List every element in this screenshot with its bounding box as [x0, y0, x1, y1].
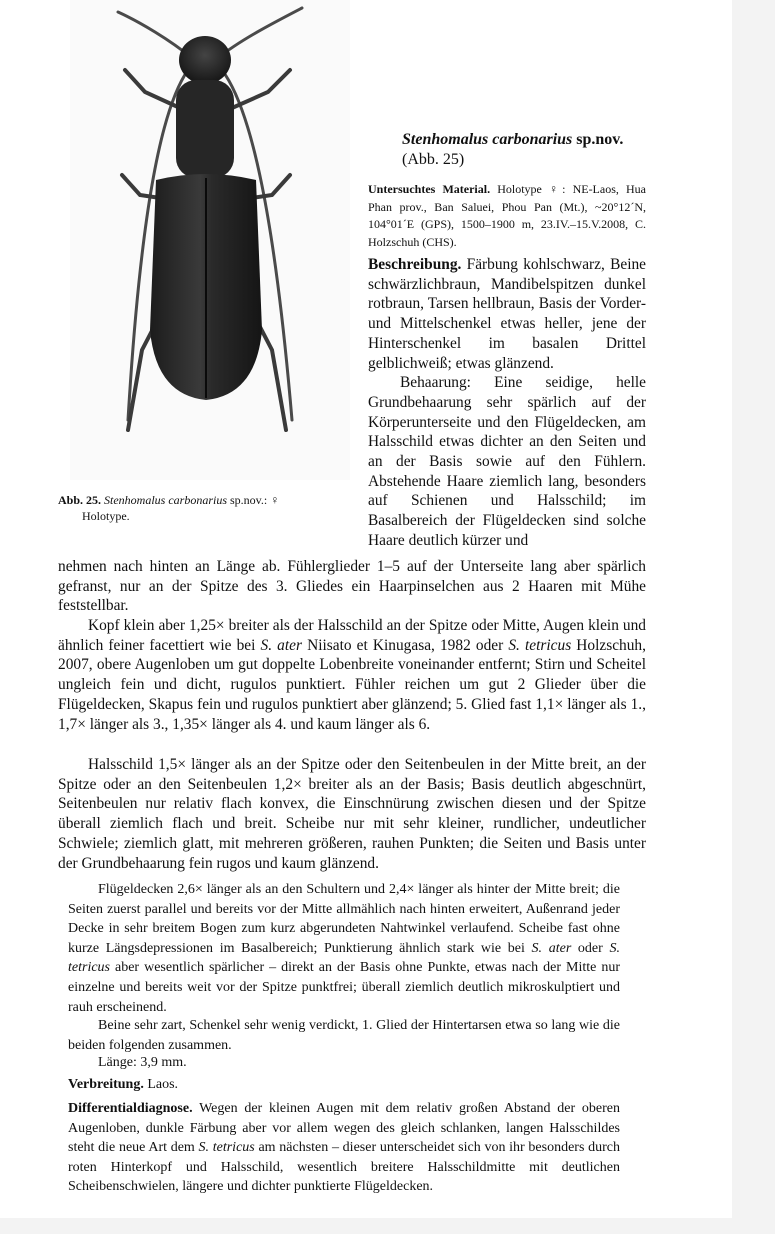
- kopf-text-a: Kopf klein aber 1,25× breiter als der Halsschild an der Spitze oder Mitte, Augen klein und ähnlich feiner facettiert wie bei: [58, 617, 646, 654]
- behaarung-continuation: nehmen nach hinten an Länge ab. Fühlerglieder 1–5 auf der Unterseite lang aber spärlich gefranst, nur an der Spitze des 3. Gliedes ein Haarpinselchen aus 2 Haaren mit Mühe feststellbar.: [58, 558, 646, 615]
- differential-label: Differentialdiagnose.: [68, 1101, 193, 1116]
- beschreibung-text: Färbung kohlschwarz, Beine schwärzlichbraun, Mandibelspitzen dunkel rotbraun, Tarsen hellbraun, Basis der Vorder- und Mittelschenkel etwas heller, jene der Hinterschenkel im basalen Drittel gelblichweiß; etwas glänzend.: [368, 256, 646, 372]
- fluegeldecken-text-c: aber wesentlich spärlicher – direkt an der Basis ohne Punkte, etwas nach der Mitte nur einzelne und bereits weit vor der Spitze punktfrei; überall ziemlich deutlich mikroskulptiert und rauh erscheinend.: [68, 960, 620, 1015]
- beetle-pronotum: [176, 80, 234, 178]
- fluegeldecken-paragraph: [68, 880, 620, 1017]
- kopf-paragraph: [58, 616, 646, 734]
- fluegeldecken-tetricus: S. tetricus: [68, 940, 620, 976]
- scan-margin-right: [732, 0, 775, 1234]
- fluegeldecken-text-b: oder: [571, 940, 610, 956]
- kopf-ater: S. ater: [260, 636, 302, 654]
- differentialdiagnose-paragraph: [68, 1099, 620, 1197]
- material-text: Holotype ♀: NE-Laos, Hua Phan prov., Ban Saluei, Phou Pan (Mt.), ~20°12´N, 104°01´E (GPS), 1500–1900 m, 23.IV.–15.V.2008, C. Holzschuh (CHS).: [368, 182, 646, 249]
- beine-paragraph: Beine sehr zart, Schenkel sehr wenig verdickt, 1. Glied der Hintertarsen etwa so lang wie die beiden folgenden zusammen.: [68, 1018, 620, 1053]
- material-paragraph: [368, 181, 646, 251]
- behaarung-paragraph: Behaarung: Eine seidige, helle Grundbehaarung sehr spärlich auf der Körperunterseite und den Flügeldecken, am Halsschild etwas dichter an den Seiten und an der Basis sowie auf den Fühlern. Abstehende Haare ziemlich lang, besonders auf Schienen und Halsschild; im Basalbereich der Flügeldecken sind solche Haare deutlich kürzer und: [368, 374, 646, 549]
- beetle-illustration: [70, 0, 350, 480]
- verbreitung-text: Laos.: [143, 1077, 179, 1092]
- kopf-text-b: Niisato et Kinugasa, 1982 oder: [301, 636, 509, 654]
- caption-species: Stenhomalus carbonarius: [104, 493, 228, 507]
- figure-caption: [58, 492, 358, 524]
- beetle-photograph: [70, 0, 350, 480]
- differential-tetricus: S. tetricus: [198, 1140, 255, 1156]
- species-heading: [402, 130, 623, 170]
- caption-rest: sp.nov.: ♀: [227, 493, 280, 507]
- figure-reference: (Abb. 25): [402, 151, 465, 168]
- differential-text-a: Wegen der kleinen Augen mit dem relativ großen Abstand der oberen Augenloben, dunkle Färbung aber vor allem wegen des gleich schlanken, langen Halsschildes steht die neue Art dem: [68, 1101, 620, 1156]
- differential-text-b: am nächsten – dieser unterscheidet sich von ihr besonders durch roten Hinterkopf und Halsschild, wesentlich breitere Halsschildmitte mit deutlichen Scheibenschwielen, längere und dichter punktierte Flügeldecken.: [68, 1140, 620, 1195]
- fluegeldecken-text-a: Flügeldecken 2,6× länger als an den Schultern und 2,4× länger als hinter der Mitte breit; die Seiten zuerst parallel und bereits vor der Mitte allmählich nach hinten erweitert, Außenrand jeder Decke in sehr breitem Bogen zum kurz abgerundeten Nahtwinkel verlaufend. Scheibe fast ohne kurze Längsdepressionen im Basalbereich; Punktierung ähnlich stark wie bei: [68, 882, 620, 956]
- species-name: Stenhomalus carbonarius: [402, 131, 573, 148]
- verbreitung-paragraph: [68, 1075, 620, 1095]
- verbreitung-label: Verbreitung.: [68, 1077, 144, 1092]
- caption-line2: Holotype.: [82, 509, 130, 523]
- laenge-paragraph: Länge: 3,9 mm.: [98, 1055, 187, 1070]
- halsschild-paragraph: Halsschild 1,5× länger als an der Spitze oder den Seitenbeulen in der Mitte breit, an der Spitze oder an den Seitenbeulen 1,2× breiter als an der Basis; Basis deutlich abgeschnürt, Seitenbeulen nur relativ flach konvex, die Einschnürung zwischen diesen und der Spitze überall ziemlich flach und breit. Scheibe nur mit sehr kleiner, rundlicher, undeutlicher Schwiele; ziemlich glatt, mit mehreren größeren, rauhen Punkten; die Seiten und Basis unter der Grundbehaarung fein rugos und kaum glänzend.: [58, 756, 646, 872]
- beetle-head: [179, 36, 231, 84]
- beschreibung-label: Beschreibung.: [368, 256, 462, 273]
- description-right-column: [368, 255, 646, 551]
- species-status: sp.nov.: [572, 131, 624, 148]
- caption-label: Abb. 25.: [58, 493, 102, 507]
- fluegeldecken-ater: S. ater: [531, 940, 572, 956]
- kopf-text-c: Holzschuh, 2007, obere Augenloben um gut doppelte Lobenbreite voneinander entfernt; Stirn und Scheitel ungleich fein und dicht, rugulos punktiert. Fühler reichen um gut 2 Glieder über die Flügeldecken, Skapus fein und rugulos punktiert aber glänzend; 5. Glied fast 1,1× länger als 1., 1,7× länger als 3., 1,35× länger als 4. und kaum länger als 6.: [58, 636, 646, 733]
- kopf-tetricus: S. tetricus: [508, 636, 572, 654]
- scan-margin-bottom: [0, 1218, 775, 1234]
- material-label: Untersuchtes Material.: [368, 182, 491, 196]
